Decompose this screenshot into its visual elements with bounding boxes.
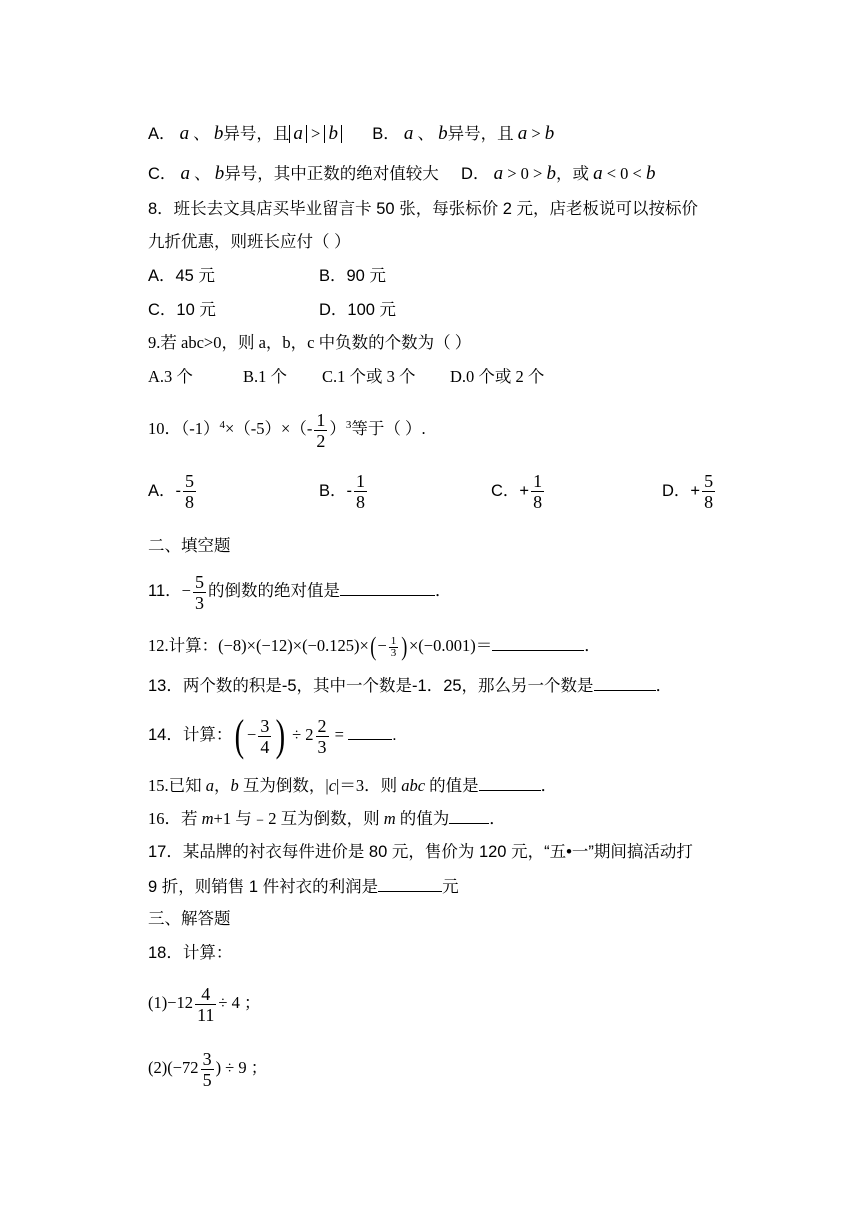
math-op: > [533,164,543,183]
q18-part1: (1)−12 $\frac{4}{11}$ ÷ 4 ； [148,983,261,1025]
q12-prefix: 12.计算：(−8)×(−12)×(−0.125)× [148,636,369,655]
option-label: C． [148,165,177,183]
math-var: a [403,123,414,144]
math-num: 0 [520,164,529,183]
section-heading-solve: 三、解答题 [148,910,231,928]
q10-option-a: A．- $\frac{5}{8}$ [148,471,194,513]
q13: 13．两个数的积是-5，其中一个数是-1．25，那么另一个数是 ． [148,672,672,698]
q11-prefix: 11． [148,582,182,600]
q17-line2: 9 折，则销售 1 件衬衣的利润是 元 [148,873,459,899]
q18-stem: 18．计算： [148,944,233,962]
exponent: 4 [219,419,225,431]
answer-blank[interactable] [378,873,442,892]
equals-sign: = [334,725,344,744]
q15: 15.已知 a，b 互为倒数，|c|＝3．则 abc 的值是 ． [148,772,557,798]
abs-a: a [289,125,307,143]
option-text: 异号，且 [223,124,290,143]
math-op: < [606,164,617,183]
q16: 16．若 m+1 与﹣2 互为倒数，则 m 的值为 ． [148,805,506,831]
option-text: 异号，且 [447,124,514,143]
math-var: b [544,123,555,144]
fraction-one-third: $\frac{1}{3}$ [390,634,397,659]
answer-blank[interactable] [340,577,435,596]
math-var: b [645,163,656,184]
q12: 12.计算：(−8)×(−12)×(−0.125)×(− $\frac{1}{3}$ )×(−0.001)＝ ． [148,632,601,662]
q10-option-b: B．- $\frac{1}{8}$ [319,471,365,513]
q13-text: 13．两个数的积是-5，其中一个数是-1．25，那么另一个数是 [148,677,594,695]
separator: 、 [194,164,211,183]
q10-mid: ×（-5）×（- [225,419,313,438]
option-label: A． [148,125,176,143]
q8-stem-line2: 九折优惠，则班长应付（ ） [148,233,351,251]
q9-option-b: B.1 个 [243,367,288,386]
math-var: a [593,163,603,184]
q14: 14．计算：( − $\frac{3}{4}$ ) ÷ 2 $\frac{2}{3}$ = . [148,711,397,761]
math-var: b [546,163,556,184]
q8-option-c: C．10 元 [148,301,216,319]
minus-sign: − [181,581,191,600]
q10-option-c: C．+ $\frac{1}{8}$ [491,471,543,513]
q10-stem [148,404,426,454]
q9-option-a: A.3 个 [148,367,193,386]
separator: 、 [417,124,434,143]
q8-option-b: B．90 元 [319,267,386,285]
q10-option-d: D．+ $\frac{5}{8}$ [662,471,714,513]
separator: 、 [193,124,210,143]
answer-blank[interactable] [479,772,541,791]
answer-blank[interactable] [348,721,392,740]
math-var: a [179,123,190,144]
q7-option-row-cd [148,161,655,187]
math-op: < [632,164,642,183]
fraction-one-half: $\frac{1}{2}$ [316,409,326,451]
math-op: > [531,124,541,143]
q18-part2: (2)(−72 $\frac{3}{5}$ ) ÷ 9 ； [148,1048,268,1090]
fraction-four-elevenths: $\frac{4}{11}$ [197,983,215,1025]
divide-op: ÷ 2 [292,725,314,744]
q7-option-row-ab [148,121,554,147]
option-label: B． [372,125,400,143]
q8-option-d: D．100 元 [319,301,397,319]
q9-stem: 9.若 abc>0，则 a，b，c 中负数的个数为（ ） [148,333,472,352]
fraction-two-thirds: $\frac{2}{3}$ [317,715,327,757]
q10-end: 等于（ ）. [351,419,426,438]
q11-text: 的倒数的绝对值是 [207,581,340,600]
fraction-three-fifths: $\frac{3}{5}$ [202,1048,212,1090]
fraction-three-quarters: $\frac{3}{4}$ [260,715,270,757]
abs-b: b [324,125,342,143]
option-text: 异号，其中正数的绝对值较大 [224,164,439,183]
q12-suffix: ×(−0.001)＝ [408,636,493,655]
q9-option-d: D.0 个或 2 个 [450,367,545,386]
q8-stem-line1: 8．班长去文具店买毕业留言卡 50 张，每张标价 2 元，店老板说可以按标价 [148,200,699,218]
math-var: a [517,123,528,144]
q17-line1: 17．某品牌的衬衣每件进价是 80 元，售价为 120 元，“五•一”期间搞活动打 [148,843,693,861]
answer-blank[interactable] [449,805,489,824]
math-var: b [213,123,224,144]
option-text: ，或 [555,164,589,183]
math-op: > [507,164,517,183]
q14-prefix: 14．计算： [148,726,233,744]
section-heading-fill-in: 二、填空题 [148,536,231,555]
exponent: 3 [345,419,352,431]
answer-blank[interactable] [594,672,656,691]
math-num: 0 [620,164,629,183]
math-op: > [311,124,321,143]
q10-suffix: ） [329,419,346,438]
q9-option-c: C.1 个或 3 个 [322,367,416,386]
math-var: b [438,123,448,144]
option-label: D． [461,165,490,183]
answer-blank[interactable] [492,632,584,651]
q11: 11．− $\frac{5}{3}$ 的倒数的绝对值是 ． [148,571,452,613]
fraction-five-thirds: $\frac{5}{3}$ [194,571,204,613]
math-var: a [180,163,191,184]
q8-option-a: A．45 元 [148,267,215,285]
math-var: a [493,163,504,184]
q10-prefix: 10．（-1） [148,419,220,438]
math-var: b [214,163,225,184]
